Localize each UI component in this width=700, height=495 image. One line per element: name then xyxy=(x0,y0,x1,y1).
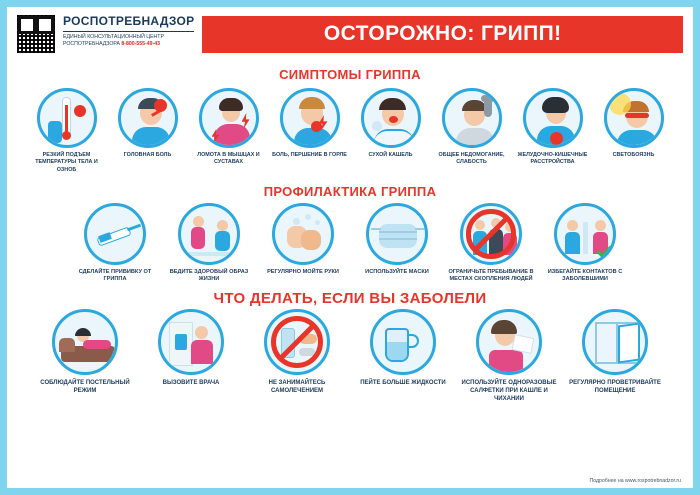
brand-sub-line-1: ЕДИНЫЙ КОНСУЛЬТАЦИОННЫЙ ЦЕНТР xyxy=(63,34,164,41)
qr-code-icon xyxy=(17,15,55,53)
if-sick-label: ПЕЙТЕ БОЛЬШЕ ЖИДКОСТИ xyxy=(360,379,446,386)
call-doctor-icon xyxy=(158,309,224,375)
disposable-tissue-icon xyxy=(476,309,542,375)
if-sick-label: ВЫЗОВИТЕ ВРАЧА xyxy=(162,379,220,386)
symptom-label: БОЛЬ, ПЕРШЕНИЕ В ГОРЛЕ xyxy=(272,152,347,158)
no-crowds-icon xyxy=(460,203,522,265)
if-sick-item xyxy=(563,309,667,395)
poster-sheet xyxy=(7,7,693,488)
syringe-icon xyxy=(84,203,146,265)
brand-block xyxy=(63,15,194,48)
prevention-item xyxy=(257,203,349,277)
section-title-prevention: ПРОФИЛАКТИКА ГРИППА xyxy=(263,183,437,199)
weakness-icon xyxy=(442,88,502,148)
symptom-item xyxy=(432,88,511,167)
drink-fluids-icon xyxy=(370,309,436,375)
symptom-item xyxy=(108,88,187,159)
healthy-lifestyle-icon xyxy=(178,203,240,265)
symptom-label: ЛОМОТА В МЫШЦАХ И СУСТАВАХ xyxy=(197,152,260,166)
prevention-label: РЕГУЛЯРНО МОЙТЕ РУКИ xyxy=(267,268,339,275)
bed-rest-icon xyxy=(52,309,118,375)
prevention-item xyxy=(69,203,161,284)
symptom-item xyxy=(513,88,592,167)
symptom-item xyxy=(351,88,430,159)
prevention-label: ВЕДИТЕ ЗДОРОВЫЙ ОБРАЗ ЖИЗНИ xyxy=(169,268,249,283)
symptom-label: ОБЩЕЕ НЕДОМОГАНИЕ, СЛАБОСТЬ xyxy=(438,152,505,166)
avoid-sick-contact-icon xyxy=(554,203,616,265)
brand-subtitle xyxy=(63,31,194,48)
if-sick-row xyxy=(7,309,693,403)
symptom-label: РЕЗКИЙ ПОДЪЕМ ТЕМПЕРАТУРЫ ТЕЛА И ОЗНОБ xyxy=(35,152,98,173)
section-title-symptoms: СИМПТОМЫ ГРИППА xyxy=(279,67,421,82)
page-title: ОСТОРОЖНО: ГРИПП! xyxy=(202,16,683,53)
photophobia-icon xyxy=(604,88,664,148)
open-window-icon xyxy=(582,309,648,375)
prevention-item xyxy=(539,203,631,284)
symptom-item xyxy=(594,88,673,159)
symptoms-row xyxy=(7,88,693,174)
brand-sub-line-2-wrap xyxy=(63,41,194,48)
if-sick-label: РЕГУЛЯРНО ПРОВЕТРИВАЙТЕ ПОМЕЩЕНИЕ xyxy=(569,379,661,395)
brand-phone: 8-800-555-49-43 xyxy=(121,41,161,48)
prevention-row xyxy=(7,203,693,284)
prevention-label: СДЕЛАЙТЕ ПРИВИВКУ ОТ ГРИППА xyxy=(78,268,152,283)
if-sick-label: СОБЛЮДАЙТЕ ПОСТЕЛЬНЫЙ РЕЖИМ xyxy=(40,379,130,395)
if-sick-item xyxy=(245,309,349,395)
prevention-item xyxy=(445,203,537,284)
headache-icon xyxy=(118,88,178,148)
wash-hands-icon xyxy=(272,203,334,265)
face-mask-icon xyxy=(366,203,428,265)
if-sick-label: НЕ ЗАНИМАЙТЕСЬ САМОЛЕЧЕНИЕМ xyxy=(268,379,326,395)
if-sick-label: ИСПОЛЬЗУЙТЕ ОДНОРАЗОВЫЕ САЛФЕТКИ ПРИ КАШЛЕ И ЧИХАНИИ xyxy=(461,379,557,403)
muscle-pain-icon xyxy=(199,88,259,148)
no-self-medication-icon xyxy=(264,309,330,375)
thermometer-icon xyxy=(37,88,97,148)
section-title-if-sick: ЧТО ДЕЛАТЬ, ЕСЛИ ВЫ ЗАБОЛЕЛИ xyxy=(213,289,487,307)
symptom-label: СВЕТОБОЯЗНЬ xyxy=(612,152,655,158)
prevention-item xyxy=(351,203,443,277)
symptom-label: СУХОЙ КАШЕЛЬ xyxy=(368,152,413,158)
if-sick-item xyxy=(139,309,243,387)
brand-sub-line-2: РОСПОТРЕБНАДЗОРА xyxy=(63,41,120,48)
if-sick-item xyxy=(351,309,455,387)
symptom-label: ГОЛОВНАЯ БОЛЬ xyxy=(123,152,172,158)
dry-cough-icon xyxy=(361,88,421,148)
symptom-label: ЖЕЛУДОЧНО-КИШЕЧНЫЕ РАССТРОЙСТВА xyxy=(517,152,588,166)
if-sick-item xyxy=(33,309,137,395)
prevention-label: ОГРАНИЧЬТЕ ПРЕБЫВАНИЕ В МЕСТАХ СКОПЛЕНИЯ ЛЮДЕЙ xyxy=(448,268,534,283)
symptom-item xyxy=(189,88,268,167)
if-sick-item xyxy=(457,309,561,403)
prevention-label: ИЗБЕГАЙТЕ КОНТАКТОВ С ЗАБОЛЕВШИМИ xyxy=(547,268,623,283)
brand-name: РОСПОТРЕБНАДЗОР xyxy=(63,14,195,28)
symptom-item xyxy=(270,88,349,159)
header xyxy=(7,7,693,55)
prevention-label: ИСПОЛЬЗУЙТЕ МАСКИ xyxy=(365,268,429,275)
stomach-ache-icon xyxy=(523,88,583,148)
sore-throat-icon xyxy=(280,88,340,148)
prevention-item xyxy=(163,203,255,284)
footer-note: Подробнее на www.rospotrebnadzor.ru xyxy=(589,478,681,484)
symptom-item xyxy=(27,88,106,174)
